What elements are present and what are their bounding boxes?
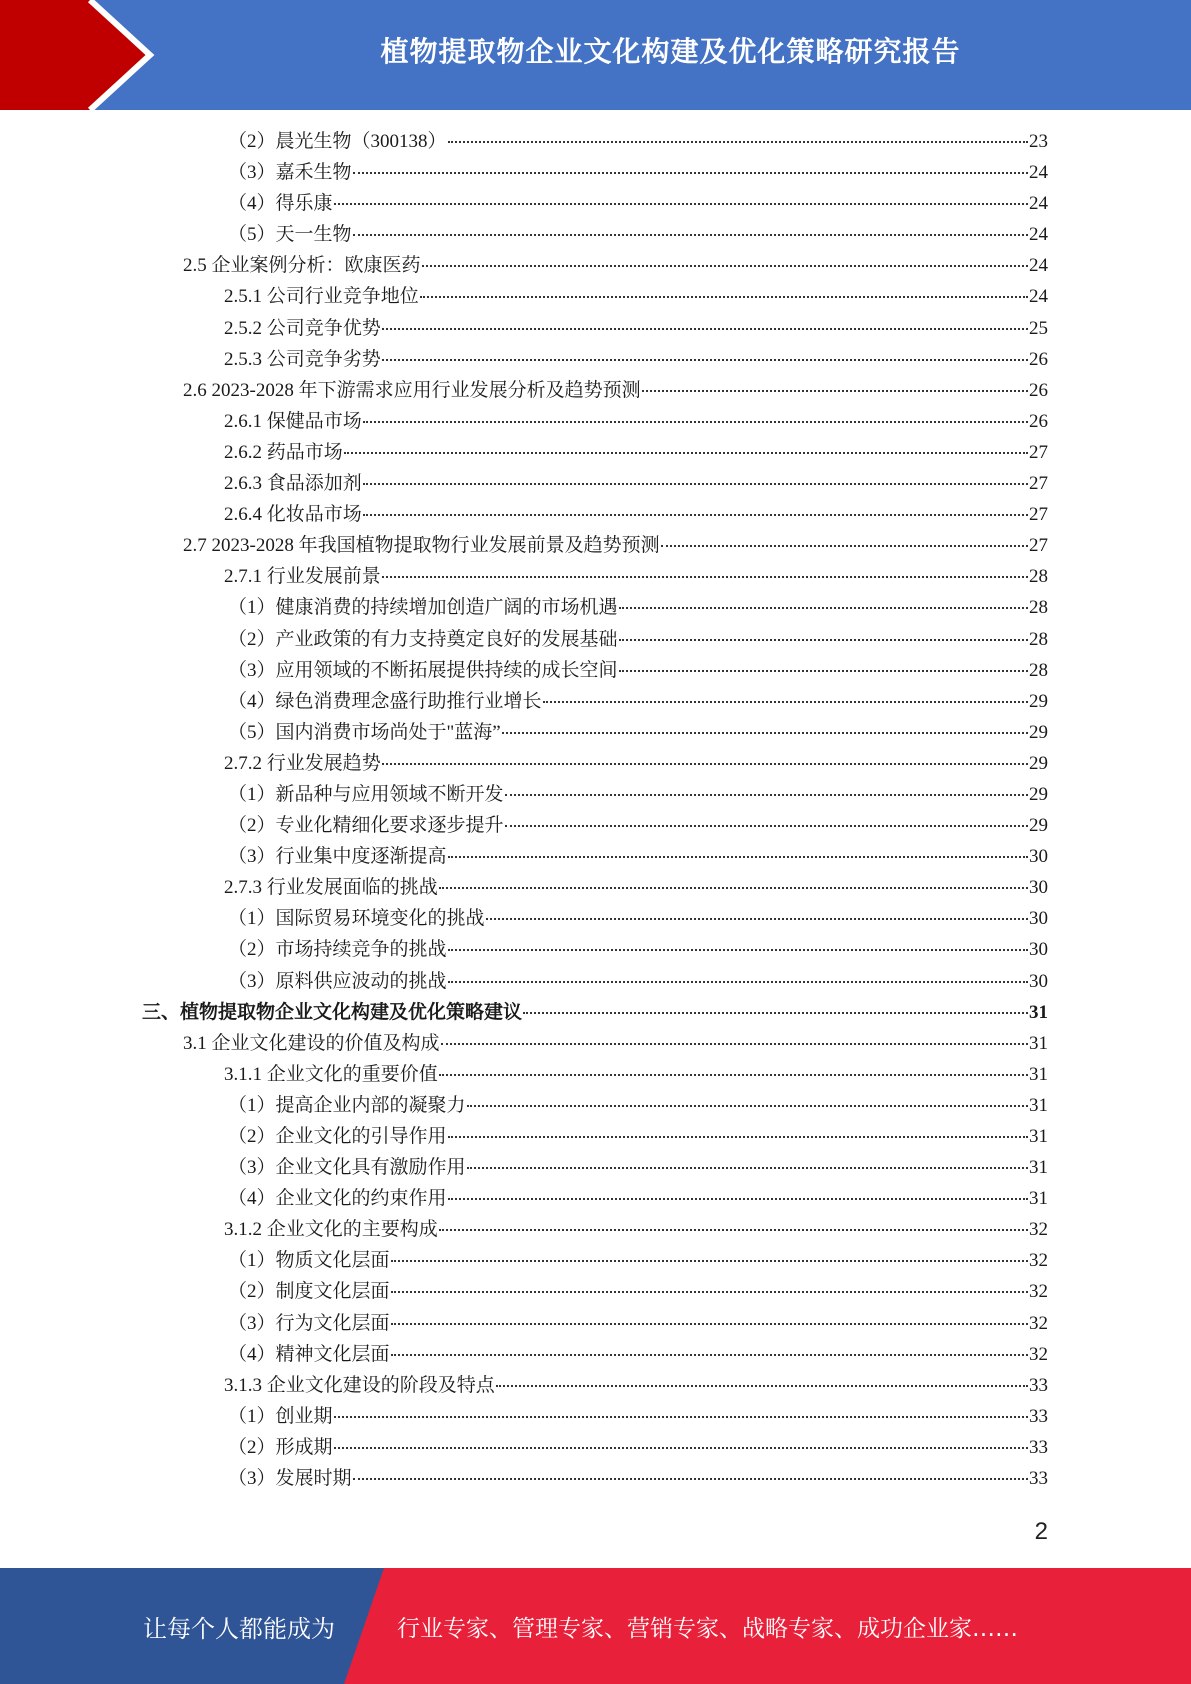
toc-dot-leader [391, 1290, 1028, 1293]
toc-entry-label: （1）新品种与应用领域不断开发 [228, 783, 504, 805]
toc-entry[interactable] [0, 592, 1191, 623]
page-number: 2 [1034, 1518, 1048, 1545]
table-of-contents [0, 126, 1191, 1494]
toc-entry[interactable] [0, 1090, 1191, 1121]
toc-dot-leader [448, 1197, 1028, 1200]
toc-dot-leader [353, 1477, 1028, 1480]
toc-entry-page: 32 [1029, 1219, 1048, 1241]
toc-entry-label: （3）发展时期 [228, 1468, 352, 1490]
toc-entry-label: （2）形成期 [228, 1436, 333, 1458]
toc-entry-page: 26 [1029, 379, 1048, 401]
toc-entry-page: 24 [1029, 193, 1048, 215]
toc-dot-leader [448, 980, 1028, 983]
toc-entry-label: （1）提高企业内部的凝聚力 [228, 1094, 466, 1116]
toc-dot-leader [448, 948, 1028, 951]
toc-dot-leader [467, 1104, 1028, 1107]
toc-entry[interactable] [0, 219, 1191, 250]
toc-entry-label: （2）专业化精细化要求逐步提升 [228, 815, 504, 837]
toc-entry-page: 23 [1029, 131, 1048, 152]
toc-dot-leader [344, 451, 1028, 454]
toc-entry[interactable] [0, 748, 1191, 779]
toc-entry-page: 27 [1029, 504, 1048, 526]
toc-entry[interactable] [0, 157, 1191, 188]
toc-entry[interactable] [0, 1401, 1191, 1432]
footer-slogan-right: 行业专家、管理专家、营销专家、战略专家、成功企业家…… [397, 1615, 1018, 1642]
toc-dot-leader [496, 1384, 1028, 1387]
toc-entry[interactable] [0, 997, 1191, 1028]
toc-entry-page: 33 [1029, 1374, 1048, 1396]
toc-entry-label: （4）企业文化的约束作用 [228, 1188, 447, 1210]
toc-entry-label: 2.6.2 药品市场 [224, 441, 343, 463]
toc-entry[interactable] [0, 655, 1191, 686]
toc-dot-leader [382, 575, 1028, 578]
toc-entry-label: （2）制度文化层面 [228, 1281, 390, 1303]
toc-entry-page: 27 [1029, 535, 1048, 557]
toc-entry[interactable] [0, 1152, 1191, 1183]
toc-dot-leader [486, 917, 1028, 920]
toc-entry[interactable] [0, 1463, 1191, 1494]
toc-entry-label: 2.7.3 行业发展面临的挑战 [224, 877, 438, 899]
toc-entry-page: 24 [1029, 162, 1048, 184]
toc-entry-label: 2.5 企业案例分析：欧康医药 [183, 255, 421, 277]
toc-entry-label: （1）创业期 [228, 1405, 333, 1427]
toc-entry-page: 32 [1029, 1281, 1048, 1303]
toc-entry-label: 2.5.1 公司行业竞争地位 [224, 286, 419, 308]
toc-entry[interactable] [0, 468, 1191, 499]
toc-entry-label: 2.5.3 公司竞争劣势 [224, 348, 381, 370]
toc-entry-label: （2）市场持续竞争的挑战 [228, 939, 447, 961]
toc-entry-label: 2.6.4 化妆品市场 [224, 504, 362, 526]
toc-dot-leader [353, 171, 1028, 174]
toc-dot-leader [420, 295, 1028, 298]
toc-entry-page: 31 [1029, 1126, 1048, 1147]
toc-dot-leader [382, 327, 1028, 330]
toc-dot-leader [334, 1415, 1028, 1418]
toc-entry-label: 2.5.2 公司竞争优势 [224, 317, 381, 339]
toc-entry[interactable] [0, 1214, 1191, 1245]
toc-entry-page: 33 [1029, 1436, 1048, 1458]
toc-entry-page: 29 [1029, 752, 1048, 774]
toc-dot-leader [363, 482, 1028, 485]
toc-entry-page: 25 [1029, 317, 1048, 339]
toc-entry[interactable] [0, 841, 1191, 872]
toc-dot-leader [439, 1228, 1028, 1231]
toc-dot-leader [619, 669, 1028, 672]
toc-entry-label: （1）健康消费的持续增加创造广阔的市场机遇 [228, 597, 618, 619]
toc-dot-leader [382, 358, 1028, 361]
toc-dot-leader [505, 824, 1028, 827]
toc-dot-leader [441, 1042, 1028, 1045]
toc-entry[interactable] [0, 126, 1191, 157]
toc-entry[interactable] [0, 624, 1191, 655]
toc-entry[interactable] [0, 717, 1191, 748]
toc-dot-leader [448, 140, 1028, 143]
toc-entry-page: 24 [1029, 286, 1048, 308]
toc-entry-page: 28 [1029, 566, 1048, 588]
toc-entry-page: 31 [1029, 1188, 1048, 1210]
toc-entry[interactable] [0, 1432, 1191, 1463]
toc-entry-page: 33 [1029, 1405, 1048, 1427]
toc-dot-leader [363, 513, 1028, 516]
toc-dot-leader [439, 1073, 1028, 1076]
toc-entry[interactable] [0, 499, 1191, 530]
toc-entry[interactable] [0, 1059, 1191, 1090]
toc-entry-page: 30 [1029, 939, 1048, 961]
toc-entry-label: （3）行为文化层面 [228, 1312, 390, 1334]
toc-entry-label: （2）产业政策的有力支持奠定良好的发展基础 [228, 628, 618, 650]
toc-dot-leader [334, 1446, 1028, 1449]
toc-entry[interactable] [0, 1308, 1191, 1339]
toc-entry-page: 27 [1029, 473, 1048, 495]
toc-entry[interactable] [0, 406, 1191, 437]
toc-entry-page: 32 [1029, 1312, 1048, 1334]
toc-entry-page: 29 [1029, 721, 1048, 743]
toc-entry-label: （1）物质文化层面 [228, 1250, 390, 1272]
toc-entry-page: 30 [1029, 846, 1048, 868]
toc-entry[interactable] [0, 1028, 1191, 1059]
toc-entry-page: 31 [1029, 1001, 1048, 1023]
toc-entry-page: 26 [1029, 348, 1048, 370]
page-footer [0, 1568, 1191, 1684]
toc-entry-page: 31 [1029, 1157, 1048, 1179]
toc-entry-label: 2.7.2 行业发展趋势 [224, 752, 381, 774]
toc-entry[interactable] [0, 1121, 1191, 1152]
toc-dot-leader [422, 264, 1028, 267]
toc-dot-leader [448, 1135, 1028, 1138]
toc-entry[interactable] [0, 779, 1191, 810]
toc-entry-label: （2）晨光生物（300138） [228, 131, 447, 152]
toc-entry-label: （4）绿色消费理念盛行助推行业增长 [228, 690, 542, 712]
page-header [0, 0, 1191, 110]
toc-dot-leader [523, 1011, 1028, 1014]
toc-dot-leader [448, 855, 1028, 858]
toc-entry-label: 2.6.1 保健品市场 [224, 410, 362, 432]
toc-entry-page: 31 [1029, 1032, 1048, 1054]
toc-entry[interactable] [0, 313, 1191, 344]
toc-entry-label: （3）嘉禾生物 [228, 162, 352, 184]
toc-entry-label: （4）精神文化层面 [228, 1343, 390, 1365]
toc-entry-label: （1）国际贸易环境变化的挑战 [228, 908, 485, 930]
toc-dot-leader [502, 731, 1028, 734]
toc-dot-leader [467, 1166, 1028, 1169]
toc-entry-label: 3.1 企业文化建设的价值及构成 [183, 1032, 440, 1054]
toc-dot-leader [334, 202, 1028, 205]
toc-entry[interactable] [0, 810, 1191, 841]
toc-entry-page: 31 [1029, 1063, 1048, 1085]
report-title: 植物提取物企业文化构建及优化策略研究报告 [380, 35, 961, 68]
toc-entry-page: 28 [1029, 628, 1048, 650]
toc-entry-label: （3）应用领域的不断拓展提供持续的成长空间 [228, 659, 618, 681]
toc-dot-leader [363, 420, 1028, 423]
toc-entry[interactable] [0, 561, 1191, 592]
toc-entry[interactable] [0, 188, 1191, 219]
toc-entry-page: 29 [1029, 815, 1048, 837]
toc-entry[interactable] [0, 1339, 1191, 1370]
toc-dot-leader [661, 544, 1028, 547]
toc-entry-label: 2.7 2023-2028 年我国植物提取物行业发展前景及趋势预测 [183, 535, 660, 557]
toc-dot-leader [439, 886, 1028, 889]
toc-entry-page: 24 [1029, 255, 1048, 277]
toc-entry-label: 三、植物提取物企业文化构建及优化策略建议 [142, 1001, 523, 1023]
toc-entry-label: 2.6.3 食品添加剂 [224, 473, 362, 495]
toc-entry-label: （3）原料供应波动的挑战 [228, 970, 447, 992]
footer-slogan-left: 让每个人都能成为 [143, 1614, 335, 1643]
toc-entry[interactable] [0, 1183, 1191, 1214]
toc-entry-label: 3.1.2 企业文化的主要构成 [224, 1219, 438, 1241]
toc-entry-page: 29 [1029, 690, 1048, 712]
toc-dot-leader [642, 389, 1028, 392]
toc-entry-page: 24 [1029, 224, 1048, 246]
toc-dot-leader [543, 700, 1028, 703]
toc-entry-page: 30 [1029, 908, 1048, 930]
toc-entry-label: 2.7.1 行业发展前景 [224, 566, 381, 588]
toc-entry-page: 26 [1029, 410, 1048, 432]
toc-entry-label: 3.1.1 企业文化的重要价值 [224, 1063, 438, 1085]
toc-entry-page: 28 [1029, 659, 1048, 681]
toc-entry[interactable] [0, 344, 1191, 375]
toc-entry[interactable] [0, 530, 1191, 561]
toc-entry-page: 28 [1029, 597, 1048, 619]
toc-entry[interactable] [0, 375, 1191, 406]
toc-entry[interactable] [0, 250, 1191, 281]
toc-entry-label: （3）行业集中度逐渐提高 [228, 846, 447, 868]
toc-dot-leader [619, 638, 1028, 641]
toc-entry-page: 27 [1029, 441, 1048, 463]
toc-entry-page: 31 [1029, 1094, 1048, 1116]
toc-entry[interactable] [0, 1245, 1191, 1276]
toc-entry[interactable] [0, 934, 1191, 965]
toc-entry[interactable] [0, 966, 1191, 997]
toc-entry[interactable] [0, 872, 1191, 903]
toc-dot-leader [391, 1259, 1028, 1262]
toc-dot-leader [382, 762, 1028, 765]
toc-entry[interactable] [0, 686, 1191, 717]
toc-entry-page: 30 [1029, 877, 1048, 899]
toc-entry[interactable] [0, 1276, 1191, 1307]
toc-entry-label: 2.6 2023-2028 年下游需求应用行业发展分析及趋势预测 [183, 379, 641, 401]
toc-entry-label: （2）企业文化的引导作用 [228, 1126, 447, 1147]
toc-dot-leader [391, 1322, 1028, 1325]
toc-entry[interactable] [0, 437, 1191, 468]
toc-dot-leader [391, 1353, 1028, 1356]
toc-entry[interactable] [0, 903, 1191, 934]
toc-entry[interactable] [0, 1370, 1191, 1401]
toc-dot-leader [619, 606, 1028, 609]
toc-entry-page: 32 [1029, 1343, 1048, 1365]
toc-dot-leader [353, 233, 1028, 236]
toc-entry-label: 3.1.3 企业文化建设的阶段及特点 [224, 1374, 495, 1396]
toc-dot-leader [505, 793, 1028, 796]
toc-entry-label: （4）得乐康 [228, 193, 333, 215]
toc-entry-label: （5）国内消费市场尚处于"蓝海” [228, 721, 501, 743]
toc-entry-label: （3）企业文化具有激励作用 [228, 1157, 466, 1179]
toc-entry-page: 30 [1029, 970, 1048, 992]
toc-entry-page: 29 [1029, 783, 1048, 805]
toc-entry-label: （5）天一生物 [228, 224, 352, 246]
toc-entry-page: 33 [1029, 1468, 1048, 1490]
toc-entry-page: 32 [1029, 1250, 1048, 1272]
toc-entry[interactable] [0, 281, 1191, 312]
